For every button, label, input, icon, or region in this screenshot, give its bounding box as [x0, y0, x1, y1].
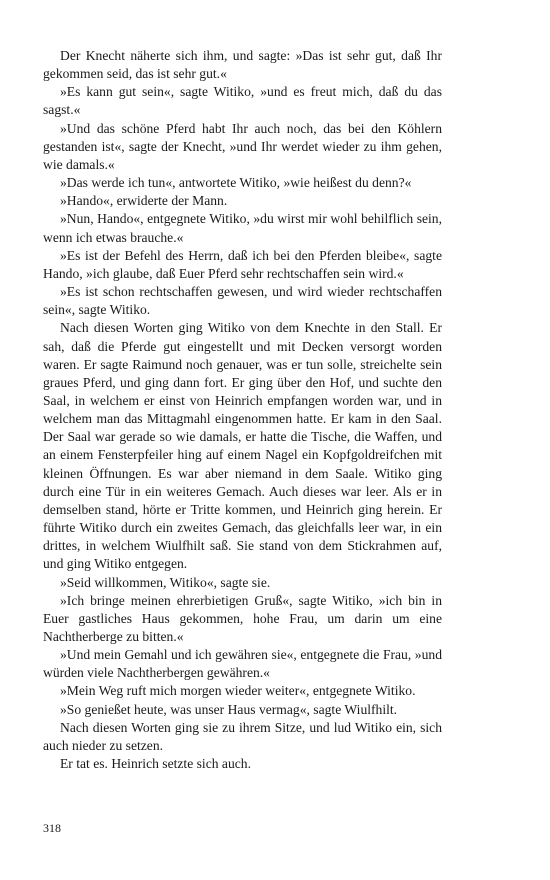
paragraph: »Und das schöne Pferd habt Ihr auch noch, das bei den Köhlern gestanden ist«, sagte der Knecht, »und Ihr werdet wieder zu ihm gehen, wie damals.« — [43, 120, 442, 172]
paragraph: »Nun, Hando«, entgegnete Witiko, »du wirst mir wohl behilflich sein, wenn ich etwas brauche.« — [43, 211, 442, 245]
paragraph: »Es ist schon rechtschaffen gewesen, und wird wieder rechtschaffen sein«, sagte Witiko. — [43, 284, 442, 318]
paragraph: Nach diesen Worten ging Witiko von dem Knechte in den Stall. Er sah, daß die Pferde gut eingestellt und mit Decken versorgt worden waren. Er sagte Raimund noch genauer, was er tun solle, streichelte sein graues Pferd, und ging dann fort. Er ging über den Hof, und suchte den Saal, in welchem er einst von Heinrich empfangen worden war, und in welchem man das Mittagmahl eingenommen hatte. Er kam in den Saal. Der Saal war gerade so wie damals, er hatte die Tische, die Waffen, und an einem Fensterpfeiler hing auf einem Nagel ein Kopfgoldreifchen mit kleinen Öffnungen. Es war aber niemand in dem Saale. Witiko ging durch eine Tür in ein weiteres Gemach. Auch dieses war leer. Als er in demselben stand, hörte er Tritte kommen, und Heinrich ging herein. Er führte Witiko durch ein zweites Gemach, das gleichfalls leer war, in ein drittes, in welchem Wiulfhilt saß. Sie stand von dem Stickrahmen auf, und ging Witiko entgegen. — [43, 320, 442, 572]
paragraph: »Und mein Gemahl und ich gewähren sie«, entgegnete die Frau, »und würden viele Nachtherbergen gewähren.« — [43, 647, 442, 681]
paragraph: »Es kann gut sein«, sagte Witiko, »und es freut mich, daß du das sagst.« — [43, 84, 442, 118]
paragraph: »Hando«, erwiderte der Mann. — [60, 193, 228, 209]
paragraph: »Das werde ich tun«, antwortete Witiko, »wie heißest du denn?« — [60, 175, 412, 191]
paragraph: »Es ist der Befehl des Herrn, daß ich bei den Pferden bleibe«, sagte Hando, »ich glaube, daß Euer Pferd sehr rechtschaffen sein wird.« — [43, 247, 442, 281]
paragraph: Er tat es. Heinrich setzte sich auch. — [60, 756, 251, 772]
paragraph: Nach diesen Worten ging sie zu ihrem Sitze, und lud Witiko ein, sich auch nieder zu setzen. — [43, 719, 442, 753]
paragraph: »Mein Weg ruft mich morgen wieder weiter«, entgegnete Witiko. — [60, 683, 416, 699]
paragraph: »Ich bringe meinen ehrerbietigen Gruß«, sagte Witiko, »ich bin in Euer gastliches Haus gekommen, hohe Frau, um darin um eine Nachtherberge zu bitten.« — [43, 592, 442, 644]
paragraph: Der Knecht näherte sich ihm, und sagte: »Das ist sehr gut, daß Ihr gekommen seid, das ist sehr gut.« — [43, 48, 442, 82]
page-number: 318 — [43, 821, 61, 835]
paragraph: »Seid willkommen, Witiko«, sagte sie. — [60, 574, 271, 590]
page-body — [43, 47, 442, 773]
paragraph: »So genießet heute, was unser Haus vermag«, sagte Wiulfhilt. — [60, 701, 398, 717]
